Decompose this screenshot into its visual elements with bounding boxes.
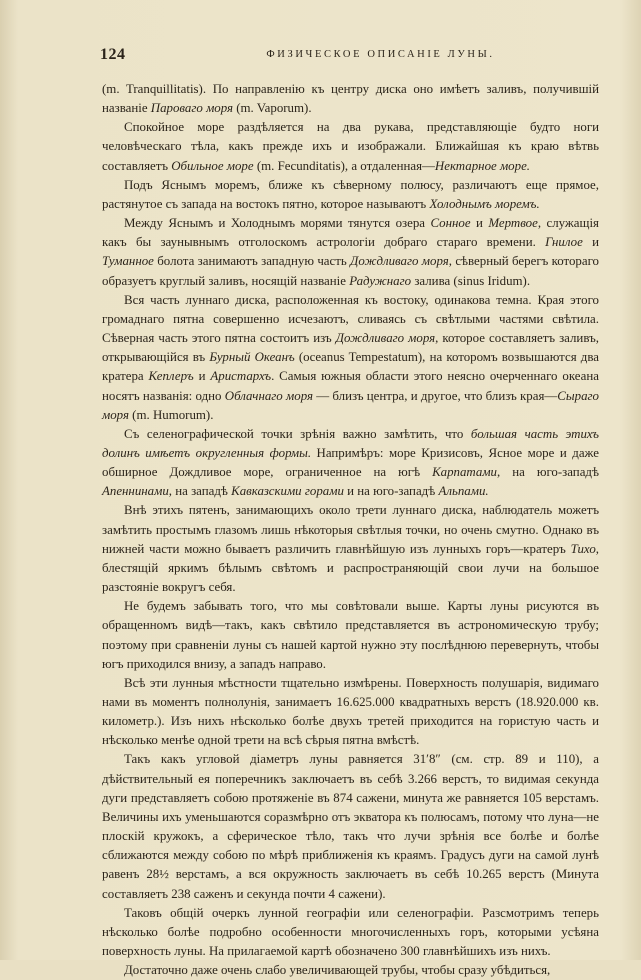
text-run: — близъ центра, и другое, что близъ края— (312, 388, 558, 403)
text-run: залива (sinus Iridum). (411, 273, 531, 288)
text-run: Спокойное море раздѣляется на два рукава, представляющіе будто ноги человѣческаго тѣла, какъ прежде ихъ и изображали. Ближайшая къ краю вѣтвь составляетъ (102, 120, 599, 173)
text-run: , сѣверный берегъ котораго образуетъ круглый заливъ, носящій названіе (102, 254, 599, 288)
italic-run: большая часть этихъ долинъ имѣетъ округленныя формы. (102, 426, 599, 460)
italic-run: Дождливаго моря (350, 254, 449, 269)
text-run: Такъ какъ угловой діаметръ луны равняется 31′8″ (см. стр. 89 и 110), а дѣйствительный ея поперечникъ заключаетъ въ себѣ 3.266 верстъ, то видимая секунда дуги представляетъ собою протяженіе въ 874 сажени, минута же равняется 105 верстамъ. Величины ихъ уменьшаются соразмѣрно отъ экватора къ полюсамъ, потому что луна—не плоскій кружокъ, а сферическое тѣло, такъ что лучи зрѣнія все болѣе и болѣе сближаются между собою по мѣрѣ приближенія къ краямъ. Градусъ дуги на самой лунѣ равенъ 28½ верстамъ, а вся окружность заключаетъ въ себѣ 10.265 верстъ (Минута составляетъ 238 саженъ и секунда почти 4 сажени). (102, 752, 599, 901)
running-title: ФИЗИЧЕСКОЕ ОПИСАНІЕ ЛУНЫ. (266, 49, 495, 60)
paragraph (102, 176, 599, 214)
italic-run: Холоднымъ моремъ. (429, 196, 540, 211)
paragraph (102, 80, 599, 118)
text-run: Вся часть луннаго диска, расположенная къ востоку, одинакова темна. Края этого громаднаго пятна совершенно исчезаютъ, сливаясь съ свѣтлыми частями свѣтила. Сѣверная часть этого пятна состоитъ изъ (102, 292, 599, 346)
text-run: Между Яснымъ и Холоднымъ морями тянутся озера (124, 216, 431, 231)
text-run: (m. Vaporum). (233, 101, 312, 116)
text-run: , на юго-западѣ (497, 465, 599, 480)
paragraph (102, 214, 599, 291)
paragraph (102, 961, 599, 980)
paragraph (102, 597, 599, 674)
page-number: 124 (100, 46, 126, 63)
text-run: и (582, 235, 599, 250)
text-run: и (470, 216, 489, 231)
text-run: Напримѣръ: море Кризисовъ, Ясное море и даже обширное Дождливое море, ограниченное на югѣ (102, 445, 599, 480)
italic-run: Бурный Океанъ (209, 350, 295, 365)
text-run: , служащія какъ бы заунывнымъ отголоскомъ астрологіи добраго стараго времени. (102, 216, 599, 250)
text-run: (m. Fecunditatis), а отдаленная— (253, 158, 435, 173)
text-run: Достаточно даже очень слабо увеличивающей трубы, чтобы сразу убѣдиться, (124, 963, 551, 978)
text-run: Съ селенографической точки зрѣнія важно замѣтить, что (124, 426, 471, 441)
text-run: и (193, 369, 211, 384)
italic-run: Дождливаго моря (335, 331, 436, 346)
italic-run: Альпами. (438, 484, 489, 499)
text-run: , которое составляетъ заливъ, открывающійся въ (102, 331, 599, 365)
italic-run: Кавказскими горами (231, 484, 344, 499)
text-run: (m. Tranquillitatis). По направленію къ центру диска оно имѣетъ заливъ, получившій названіе (102, 82, 599, 116)
text-run: Подъ Яснымъ моремъ, ближе къ сѣверному полюсу, различаютъ еще прямое, растянутое съ запада на востокъ пятно, которое называютъ (102, 177, 599, 211)
paragraph (102, 750, 599, 903)
italic-run: Радужнаго (349, 273, 412, 288)
paragraph (102, 501, 599, 597)
text-run: , блестящій яркимъ бѣлымъ свѣтомъ и распространяющій свои лучи на большое разстояніе вокругъ себя. (102, 541, 599, 595)
italic-run: Туманное (102, 254, 154, 269)
text-run: , на западѣ (168, 484, 232, 499)
italic-run: Кеплеръ (148, 369, 194, 384)
italic-run: Нектарное море. (434, 158, 531, 173)
text-run: болота занимаютъ западную часть (153, 254, 351, 269)
italic-run: Тихо (570, 541, 596, 556)
text-run: (oceanus Tempestatum), на которомъ возвышаются два кратера (102, 350, 599, 384)
text-run: Всѣ эти лунныя мѣстности тщательно измѣрены. Поверхность полушарія, видимаго нами въ моментъ полнолунія, занимаетъ 16.625.000 квадратныхъ верстъ (18.920.000 кв. километр.). Изъ нихъ нѣсколько болѣе двухъ третей приходится на гористую часть и нѣсколько менѣе одной трети на всѣ сѣрыя пятна вмѣстѣ. (102, 675, 599, 748)
text-run: Не будемъ забывать того, что мы совѣтовали выше. Карты луны рисуются въ обращенномъ видѣ—такъ, какъ свѣтило представляется въ астрономическую трубу; поэтому при сравненіи луны съ нашей картой нужно эту послѣднюю перевернуть, чтобы югъ приходился внизу, а западъ направо. (102, 599, 599, 671)
text-run: (m. Humorum). (128, 407, 214, 422)
text-run: Таковъ общій очеркъ лунной географіи или селенографіи. Разсмотримъ теперь нѣсколько болѣе подробно особенности многочисленныхъ горъ, которыми усѣяна поверхность луны. На прилагаемой картѣ обозначено 300 главнѣйшихъ изъ нихъ. (102, 905, 599, 959)
paragraph (102, 291, 599, 425)
paragraph (102, 425, 599, 502)
text-run: . Самыя южныя области этого неясно очерченнаго океана носятъ названія: одно (102, 369, 599, 403)
text-run: и на юго-западѣ (343, 484, 439, 499)
italic-run: Пароваго моря (150, 101, 234, 116)
italic-run: Обильное море (171, 158, 254, 173)
italic-run: Карпатами (432, 465, 497, 480)
paragraph (102, 118, 599, 175)
italic-run: Мертвое (488, 216, 538, 231)
italic-run: Гнилое (545, 235, 583, 250)
italic-run: Сыраго моря (102, 388, 599, 422)
text-run: Внѣ этихъ пятенъ, занимающихъ около трети луннаго диска, наблюдатель можетъ замѣтить простымъ глазомъ лишь нѣкоторыя свѣтлыя точки, но очень смутно. Однако въ нижней части можно бываетъ различить главнѣйшую изъ лунныхъ горъ—кратеръ (102, 503, 599, 556)
paragraph (102, 904, 599, 961)
page-header (100, 46, 601, 66)
italic-run: Аристархъ (210, 369, 272, 384)
italic-run: Сонное (430, 216, 471, 231)
paragraph (102, 674, 599, 751)
italic-run: Апеннинами (102, 484, 169, 499)
italic-run: Облачнаго моря (224, 388, 313, 403)
body-text (102, 80, 599, 980)
